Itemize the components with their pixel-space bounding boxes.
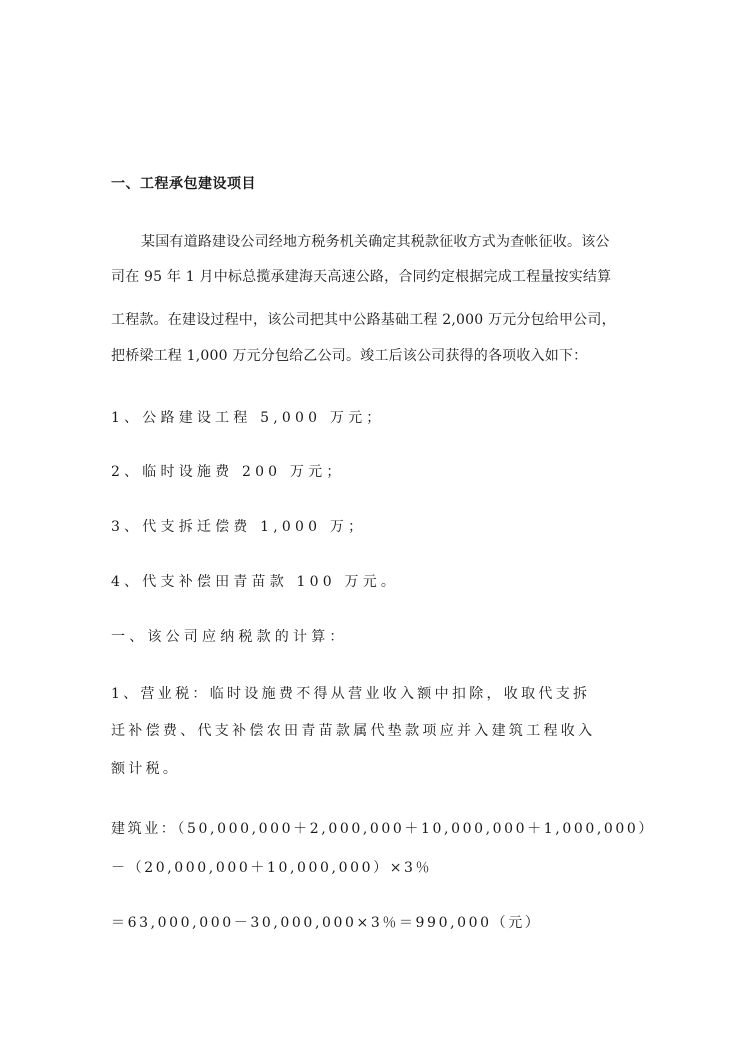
business-tax-line-1: 1、营业税：临时设施费不得从营业收入额中扣除，收取代支拆 [111,686,591,702]
section-heading: 一、工程承包建设项目 [111,176,256,192]
calc-line-1: 建筑业：（50,000,000＋2,000,000＋10,000,000＋1,000,000） [111,821,656,837]
income-item-1: 1、公路建设工程 5,000 万元； [111,410,385,426]
calc-line-2: －（20,000,000＋10,000,000）×3％ [111,860,433,876]
income-item-3: 3、代支拆迁偿费 1,000 万； [111,519,367,535]
income-item-4: 4、代支补偿田青苗款 100 万元。 [111,574,400,590]
intro-line-3: 工程款。在建设过程中，该公司把其中公路基础工程 2,000 万元分包给甲公司， [111,312,616,328]
calc-line-3: ＝63,000,000－30,000,000×3％＝990,000（元） [111,915,542,931]
income-item-2: 2、临时设施费 200 万元； [111,464,345,480]
business-tax-line-3: 额计税。 [111,761,181,777]
business-tax-line-2: 迁补偿费、代支补偿农田青苗款属代垫款项应并入建筑工程收入 [111,723,596,739]
intro-line-4: 把桥梁工程 1,000 万元分包给乙公司。竣工后该公司获得的各项收入如下： [111,348,588,364]
intro-line-2: 司在 95 年 1 月中标总揽承建海天高速公路，合同约定根据完成工程量按实结算 [111,269,612,285]
intro-line-1: 某国有道路建设公司经地方税务机关确定其税款征收方式为查帐征收。该公 [141,234,610,250]
calculation-title: 一、该公司应纳税款的计算： [111,629,348,645]
